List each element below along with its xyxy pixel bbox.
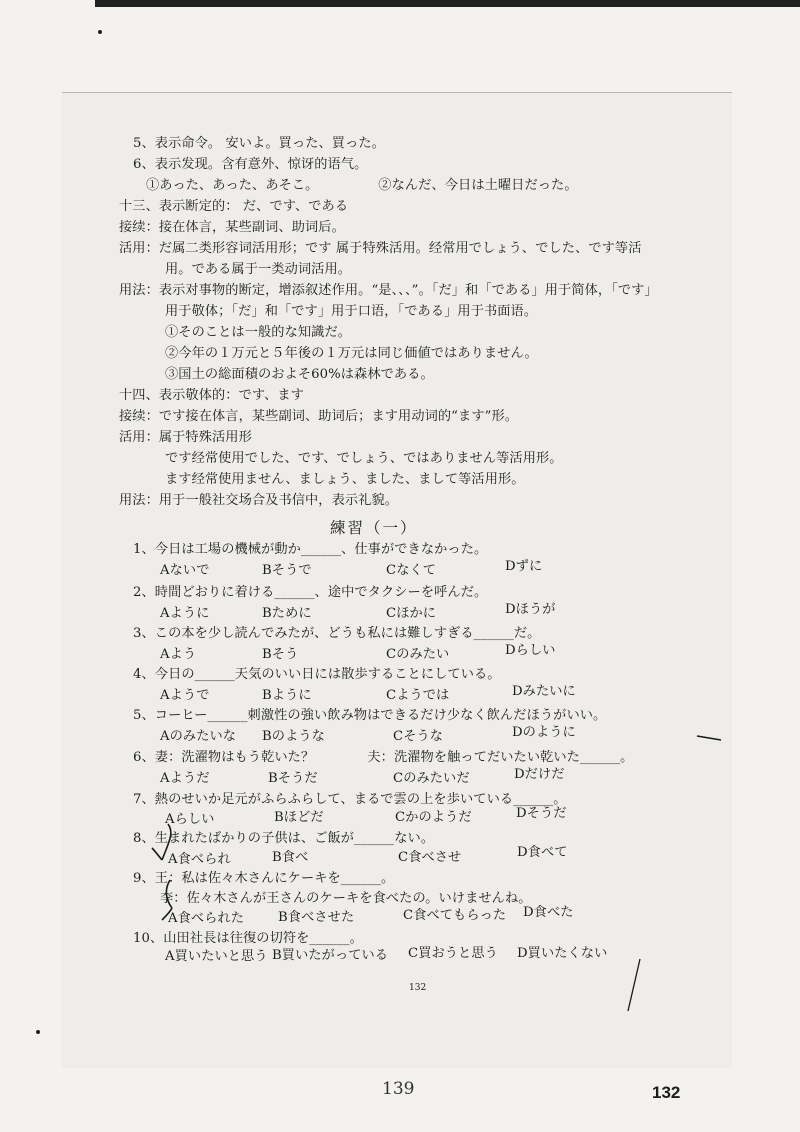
option: Aようで — [160, 688, 210, 703]
scan-speck — [36, 1030, 40, 1034]
option: Dらしい — [505, 643, 556, 658]
option: D買いたくない — [517, 946, 608, 961]
option: Cそうな — [393, 729, 444, 744]
question-text: 7、熱のせいか足元がふらふらして、まるで雲の上を歩いている______。 — [133, 792, 567, 807]
text-line: 用法：表示对事物的断定，增添叙述作用。“是、、、”。「だ」和「である」用于简体，「です」 — [119, 283, 658, 298]
scan-edge-bar — [95, 0, 800, 7]
text-line: 6、表示发现。含有意外、惊讶的语气。 — [133, 157, 368, 172]
question-text: 1、今日は工場の機械が動か______、仕事ができなかった。 — [133, 542, 488, 557]
option: C食べてもらった — [403, 908, 507, 923]
option: Bそう — [262, 647, 299, 662]
scan-speck — [98, 30, 102, 34]
option: Cなくて — [386, 563, 437, 578]
option: Dのように — [512, 725, 576, 740]
option: Dほうが — [505, 602, 556, 617]
handwritten-stroke — [620, 955, 650, 1015]
page-number-bold: 132 — [652, 1083, 681, 1102]
text-line: ③国土の総面積のおよそ60%は森林である。 — [165, 367, 434, 382]
option: Bように — [262, 688, 312, 703]
question-text: 3、この本を少し読んでみたが、どうも私には難しすぎる______だ。 — [133, 626, 541, 641]
text-line: 用于敬体；「だ」和「です」用于口语，「である」用于书面语。 — [165, 304, 538, 319]
text-line: 活用：だ属二类形容词活用形；です 属于特殊活用。经常用でしょう、でした、です等活 — [119, 241, 642, 256]
option: A買いたいと思う — [165, 949, 268, 964]
option: D食べた — [523, 905, 574, 920]
handwritten-check-mark — [140, 820, 200, 930]
question-text: 9、王：私は佐々木さんにケーキを______。 — [133, 871, 395, 886]
text-line: 5、表示命令。 安いよ。買った、買った。 — [133, 136, 385, 151]
text-line: 用法：用于一般社交场合及书信中，表示礼貌。 — [119, 493, 399, 508]
option: Aようだ — [160, 771, 210, 786]
text-line: ①あった、あった、あそこ。 ②なんだ、今日は土曜日だった。 — [146, 178, 578, 193]
option: Cのみたいだ — [393, 771, 470, 786]
text-line: 用。である属于一类动词活用。 — [165, 262, 352, 277]
question-text: 6、妻：洗濯物はもう乾いた？ 夫：洗濯物を触ってだいたい乾いた______。 — [133, 750, 634, 765]
text-line: 十三、表示断定的： だ、です、である — [119, 199, 349, 214]
option: Cほかに — [386, 606, 437, 621]
text-line: 接续：接在体言，某些副词、助词后。 — [119, 220, 345, 235]
printed-page-number: 132 — [409, 983, 427, 993]
option: C買おうと思う — [408, 946, 498, 961]
text-line: 接续：です接在体言，某些副词、助词后；ます用动词的“ます”形。 — [119, 409, 519, 424]
option: Cかのようだ — [395, 810, 472, 825]
option: A食べられた — [168, 911, 245, 926]
option: Bのような — [262, 729, 325, 744]
option: Dみたいに — [512, 684, 576, 699]
option: Bそうだ — [268, 771, 318, 786]
question-text: 李：佐々木さんが王さんのケーキを食べたの。いけませんね。 — [160, 891, 532, 906]
question-text: 2、時間どおりに着ける______、途中でタクシーを呼んだ。 — [133, 585, 488, 600]
option: C食べさせ — [398, 850, 462, 865]
text-line: ①そのことは一般的な知識だ。 — [165, 325, 352, 340]
handwritten-stroke — [695, 730, 725, 744]
option: Bほどだ — [274, 810, 324, 825]
text-line: 十四、表示敬体的：です、ます — [119, 388, 304, 403]
option: Bために — [262, 606, 312, 621]
option: B食べさせた — [278, 910, 355, 925]
question-text: 10、山田社長は往復の切符を______。 — [133, 931, 363, 946]
option: Cのみたい — [386, 647, 450, 662]
option: Bそうで — [262, 563, 312, 578]
text-line: ②今年の１万元と５年後の１万元は同じ価値ではありません。 — [165, 346, 538, 361]
question-text: 4、今日の______天気のいい日には散歩することにしている。 — [133, 667, 501, 682]
option: Aよう — [160, 647, 197, 662]
text-line: ます经常使用ません、ましょう、ました、まして等活用形。 — [165, 472, 525, 487]
option: Aないで — [160, 563, 210, 578]
exercise-title: 練習（一） — [330, 519, 418, 537]
question-text: 5、コーヒー______刺激性の強い飲み物はできるだけ少なく飲んだほうがいい。 — [133, 708, 607, 723]
option: Dずに — [505, 559, 543, 574]
option: A食べられ — [168, 852, 231, 867]
option: Aように — [160, 606, 210, 621]
option: B買いたがっている — [272, 948, 389, 963]
option: Aのみたいな — [160, 729, 237, 744]
option: Cようでは — [386, 688, 450, 703]
text-line: 活用：属于特殊活用形 — [119, 430, 252, 445]
option: Aらしい — [165, 812, 215, 827]
text-line: です经常使用でした、です、でしょう、ではありません等活用形。 — [165, 451, 563, 466]
page-number: 139 — [382, 1079, 415, 1099]
option: D食べて — [517, 845, 568, 860]
option: Dそうだ — [516, 806, 567, 821]
option: B食べ — [272, 850, 309, 865]
option: Dだけだ — [514, 767, 565, 782]
question-text: 8、生まれたばかりの子供は、ご飯が______ない。 — [133, 831, 435, 846]
